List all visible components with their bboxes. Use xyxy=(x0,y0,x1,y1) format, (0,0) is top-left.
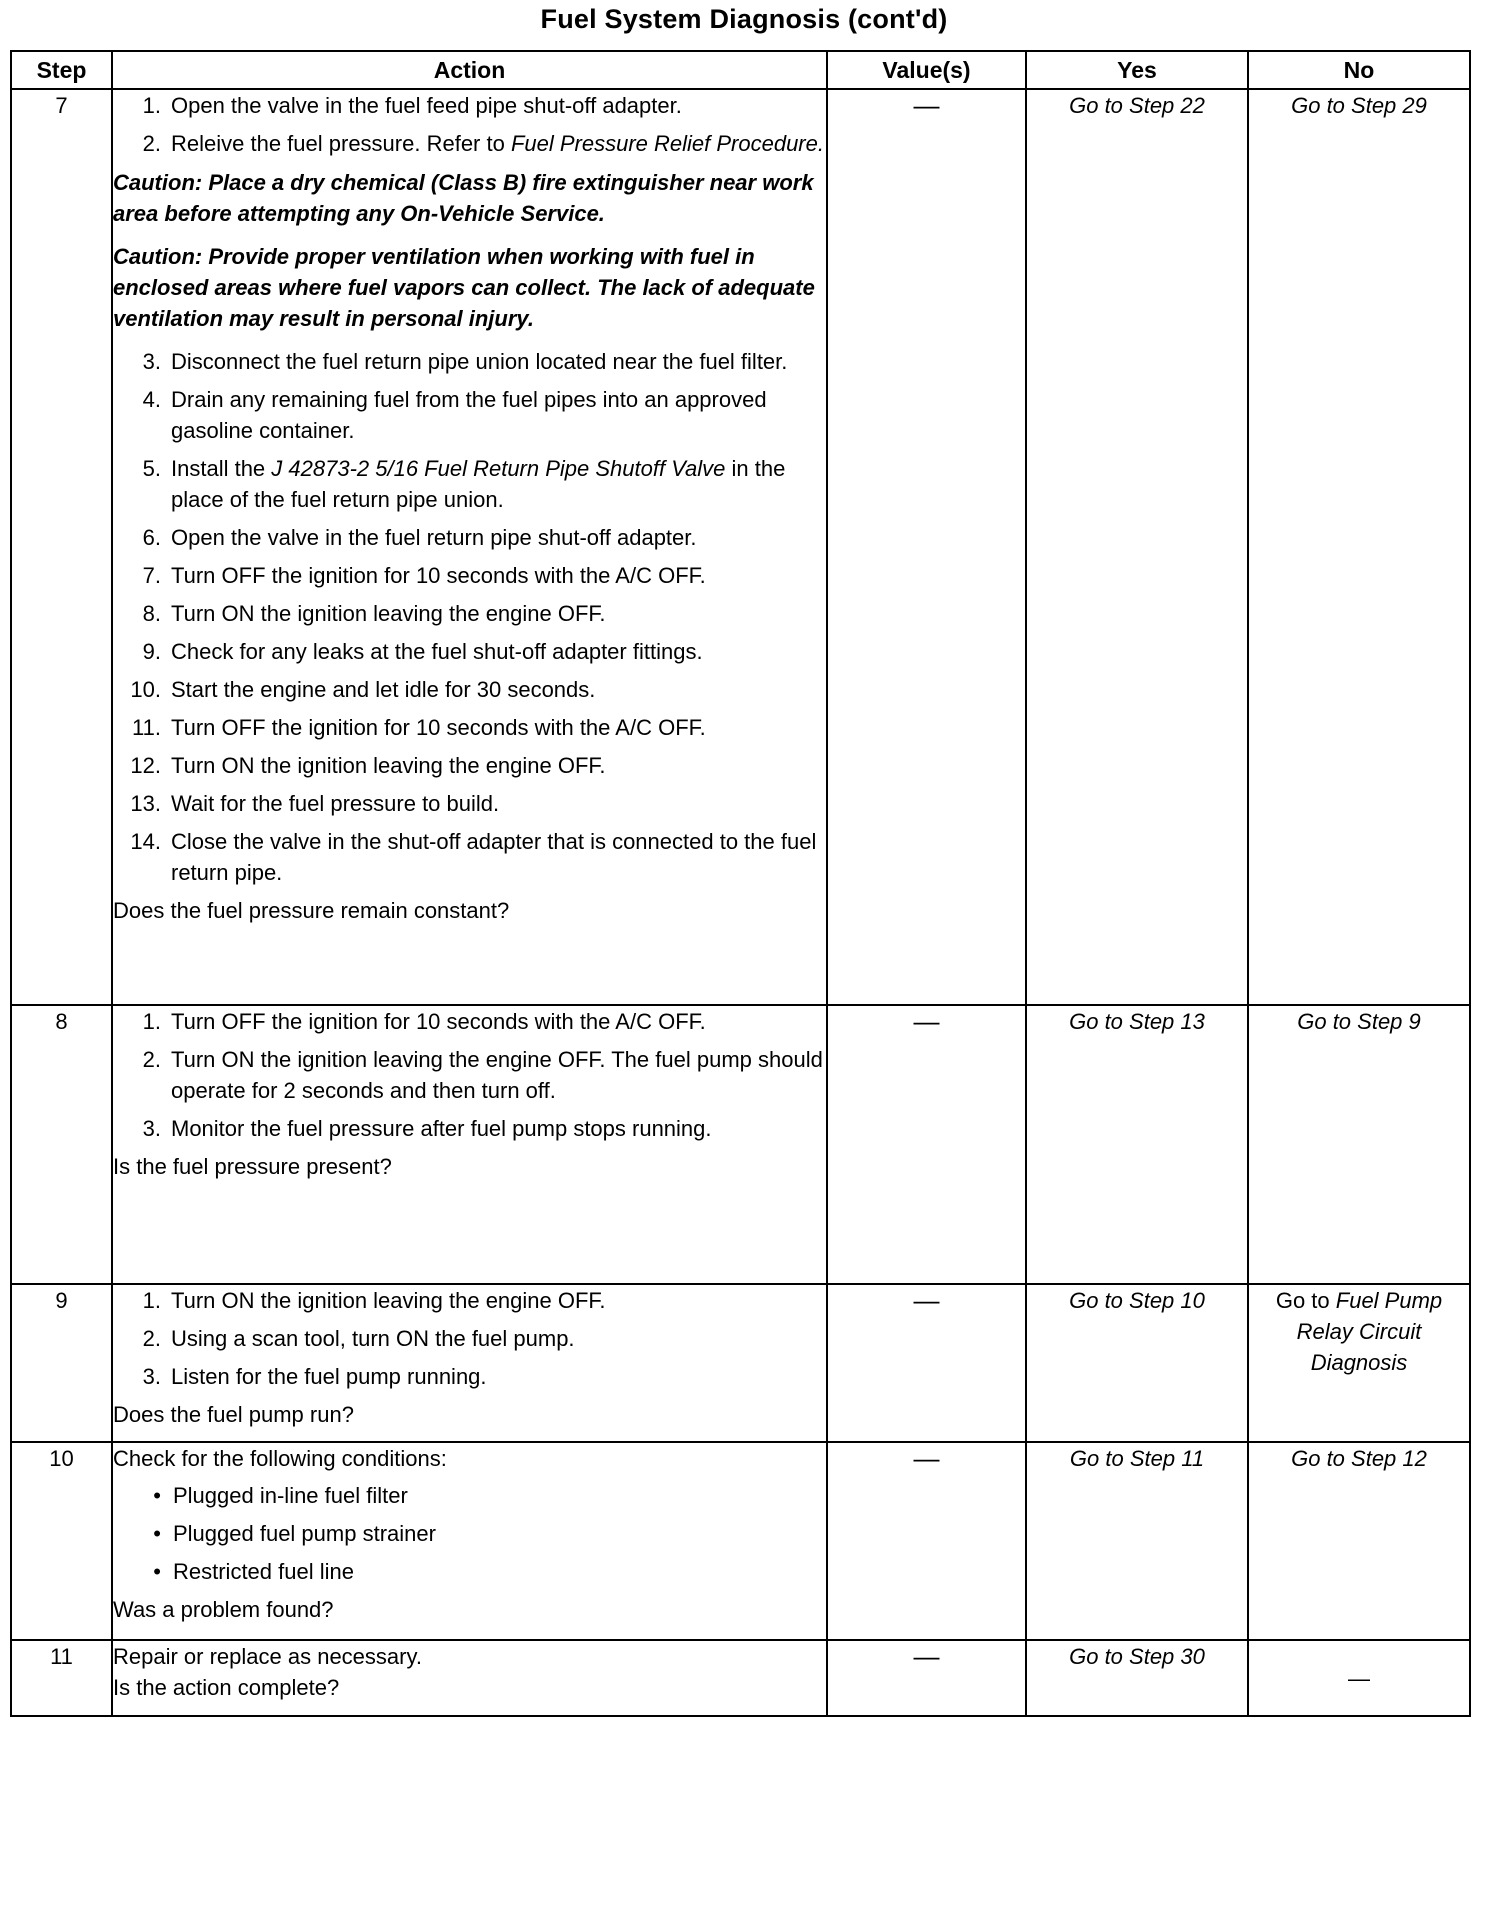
action-cell xyxy=(112,1284,827,1442)
list-item: 14. Close the valve in the shut-off adapter that is connected to the fuel return pipe. xyxy=(130,829,817,885)
action-cell xyxy=(112,1442,827,1640)
step-number: 7 xyxy=(11,89,112,1005)
list-item: 3. Disconnect the fuel return pipe union located near the fuel filter. xyxy=(142,349,788,374)
no-cell: Go to Step 9 xyxy=(1248,1005,1470,1284)
question: Is the action complete? xyxy=(113,1675,340,1700)
table-row-step-7 xyxy=(11,89,1470,1005)
list-item: 3. Monitor the fuel pressure after fuel pump stops running. xyxy=(142,1116,712,1141)
question: Does the fuel pressure remain constant? xyxy=(113,898,510,923)
step-number: 9 xyxy=(11,1284,112,1442)
list-item: 13. Wait for the fuel pressure to build. xyxy=(130,791,500,816)
list-item: 9. Check for any leaks at the fuel shut-off adapter fittings. xyxy=(142,639,703,664)
no-cell: — xyxy=(1248,1640,1470,1716)
list-item: 8. Turn ON the ignition leaving the engine OFF. xyxy=(142,601,606,626)
no-cell: Go to Step 12 xyxy=(1248,1442,1470,1640)
list-item: 2. Using a scan tool, turn ON the fuel pump. xyxy=(142,1326,575,1351)
header-yes: Yes xyxy=(1026,51,1248,89)
header-step: Step xyxy=(11,51,112,89)
list-item: 11. Turn OFF the ignition for 10 seconds with the A/C OFF. xyxy=(132,715,706,740)
list-item: • Plugged fuel pump strainer xyxy=(153,1521,436,1546)
list-item: 2. Turn ON the ignition leaving the engine OFF. The fuel pump should operate for 2 seconds and then turn off. xyxy=(142,1047,823,1103)
value-cell: — xyxy=(827,1442,1026,1640)
list-item: • Restricted fuel line xyxy=(153,1559,354,1584)
no-cell xyxy=(1248,1284,1470,1442)
list-item: 3. Listen for the fuel pump running. xyxy=(142,1364,487,1389)
diagnosis-table xyxy=(10,50,1471,1717)
no-cell: Go to Step 29 xyxy=(1248,89,1470,1005)
header-action: Action xyxy=(112,51,827,89)
list-item: 1. Turn ON the ignition leaving the engine OFF. xyxy=(142,1288,606,1313)
list-item: 4. Drain any remaining fuel from the fuel pipes into an approved gasoline container. xyxy=(142,387,767,443)
value-cell: — xyxy=(827,1284,1026,1442)
no-go-to: Go to xyxy=(1275,1288,1336,1313)
list-item: 12. Turn ON the ignition leaving the engine OFF. xyxy=(130,753,606,778)
step-number: 10 xyxy=(11,1442,112,1640)
list-item: 10. Start the engine and let idle for 30 seconds. xyxy=(130,677,596,702)
list-item: 1. Turn OFF the ignition for 10 seconds with the A/C OFF. xyxy=(142,1009,706,1034)
value-cell: — xyxy=(827,1640,1026,1716)
page-title: Fuel System Diagnosis (cont'd) xyxy=(540,4,948,34)
list-item: 6. Open the valve in the fuel return pipe shut-off adapter. xyxy=(142,525,697,550)
value-cell: — xyxy=(827,89,1026,1005)
table-row-step-10 xyxy=(11,1442,1470,1640)
question: Was a problem found? xyxy=(113,1597,334,1622)
list-item: 1. Open the valve in the fuel feed pipe shut-off adapter. xyxy=(142,93,682,118)
header-no: No xyxy=(1248,51,1470,89)
header-value: Value(s) xyxy=(827,51,1026,89)
list-item: 2. Releive the fuel pressure. Refer to Fuel Pressure Relief Procedure. xyxy=(142,131,824,156)
yes-cell: Go to Step 22 xyxy=(1026,89,1248,1005)
list-item: • Plugged in-line fuel filter xyxy=(153,1483,408,1508)
action-cell xyxy=(112,89,827,1005)
value-cell: — xyxy=(827,1005,1026,1284)
yes-cell: Go to Step 13 xyxy=(1026,1005,1248,1284)
action-cell xyxy=(112,1640,827,1716)
step-number: 11 xyxy=(11,1640,112,1716)
table-row-step-8 xyxy=(11,1005,1470,1284)
table-row-step-11 xyxy=(11,1640,1470,1716)
intro-text: Repair or replace as necessary. xyxy=(113,1644,422,1669)
action-cell xyxy=(112,1005,827,1284)
list-item: 5. Install the J 42873-2 5/16 Fuel Return Pipe Shutoff Valve in the place of the fuel return pipe union. xyxy=(142,456,786,512)
caution-fire: Caution: Place a dry chemical (Class B) fire extinguisher near work area before attempting any On-Vehicle Service. xyxy=(113,170,814,226)
table-row-step-9 xyxy=(11,1284,1470,1442)
intro-text: Check for the following conditions: xyxy=(113,1446,447,1471)
no-procedure-link: Fuel Pump Relay Circuit Diagnosis xyxy=(1296,1288,1443,1375)
header-row xyxy=(11,51,1470,89)
question: Does the fuel pump run? xyxy=(113,1402,354,1427)
yes-cell: Go to Step 11 xyxy=(1026,1442,1248,1640)
yes-cell: Go to Step 30 xyxy=(1026,1640,1248,1716)
question: Is the fuel pressure present? xyxy=(113,1154,392,1179)
caution-ventilation: Caution: Provide proper ventilation when working with fuel in enclosed areas where fuel vapors can collect. The lack of adequate ventilation may result in personal injury. xyxy=(113,244,815,331)
yes-cell: Go to Step 10 xyxy=(1026,1284,1248,1442)
list-item: 7. Turn OFF the ignition for 10 seconds with the A/C OFF. xyxy=(142,563,706,588)
step-number: 8 xyxy=(11,1005,112,1284)
